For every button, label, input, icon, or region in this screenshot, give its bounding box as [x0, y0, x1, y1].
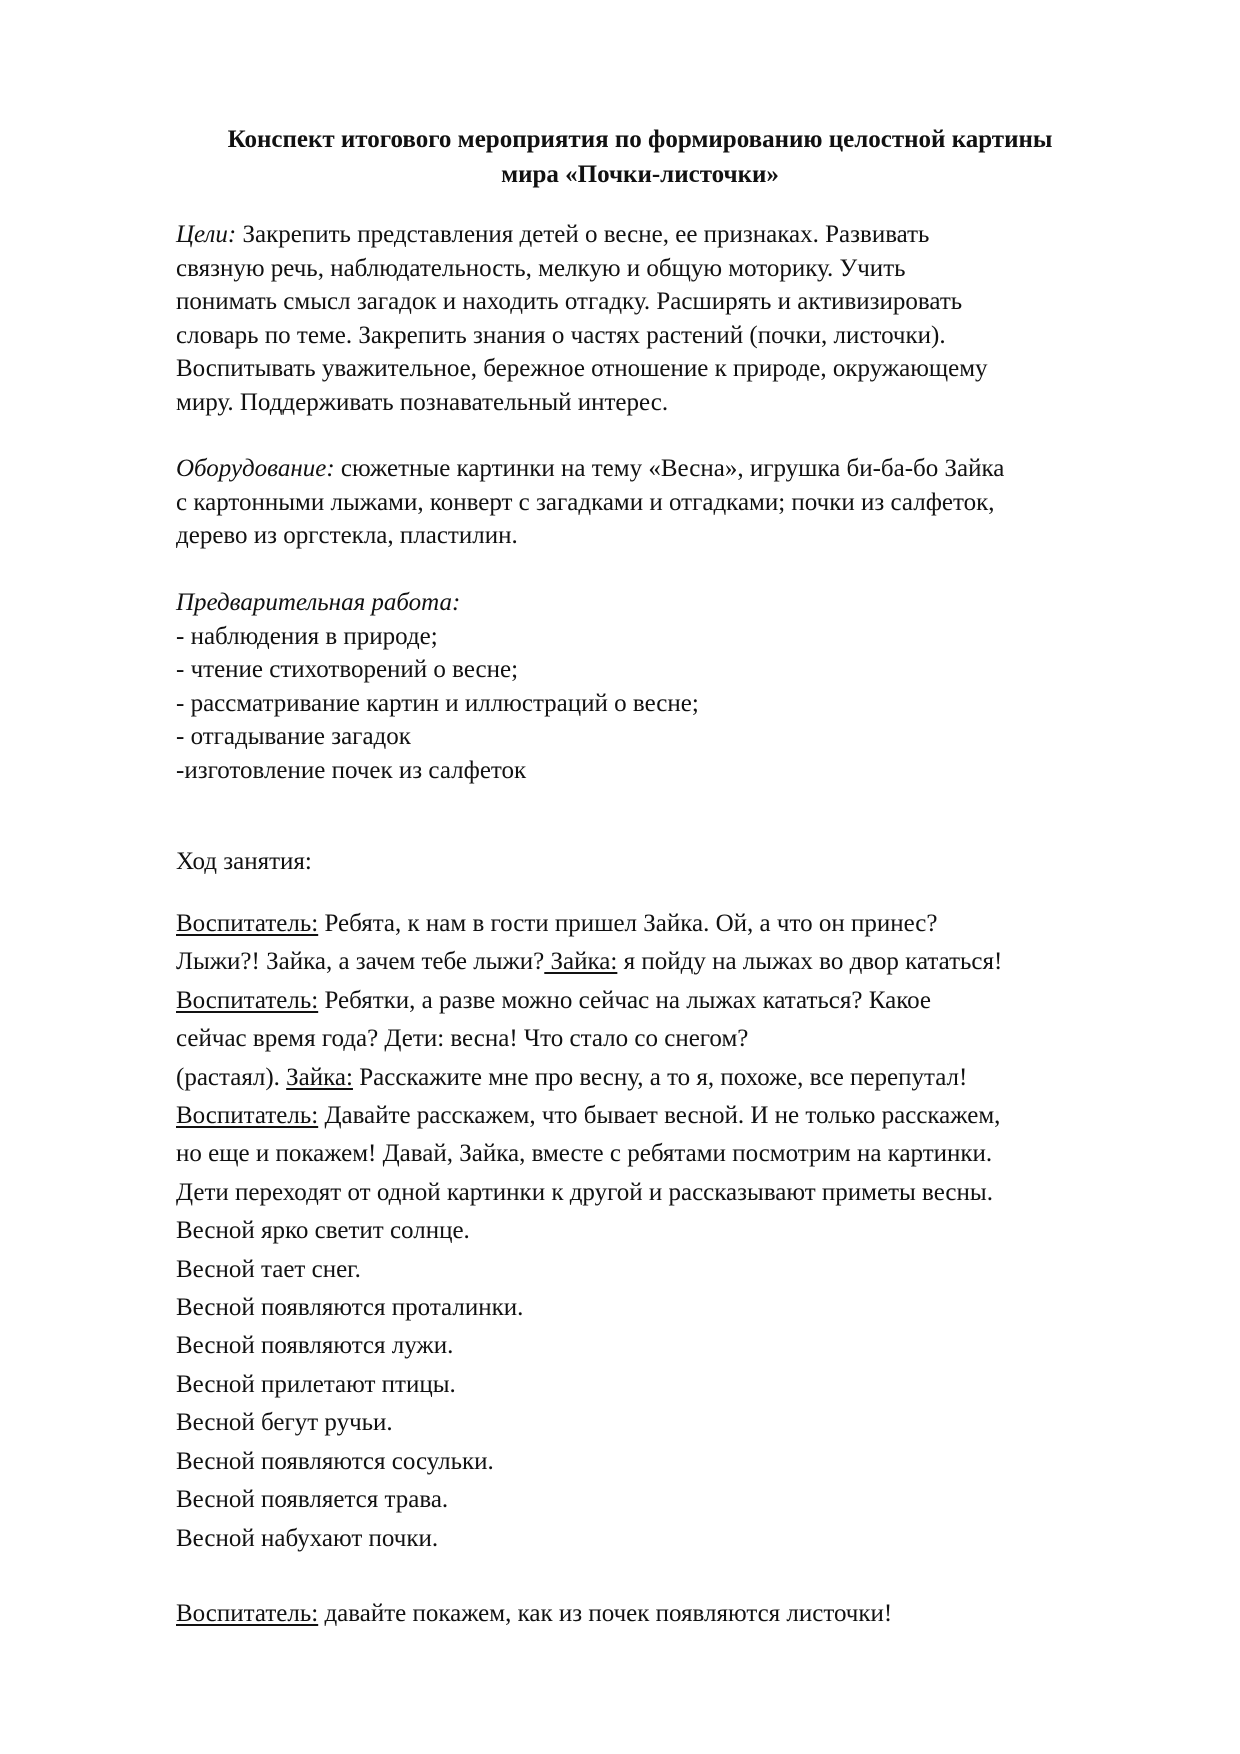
title-line: Конспект итогового мероприятия по формированию целостной картины: [227, 126, 1053, 153]
goals-text: словарь по теме. Закрепить знания о частях растений (почки, листочки).: [176, 321, 946, 349]
dialogue-text: Расскажите мне про весну, а то я, похоже, все перепутал!: [352, 1063, 968, 1091]
goals-text: Закрепить представления детей о весне, ее признаках. Развивать: [236, 221, 930, 248]
speaker-label: Воспитатель:: [176, 1600, 319, 1627]
goals-text: миру. Поддерживать познавательный интерес.: [176, 388, 669, 416]
dialogue-line: [176, 1097, 1002, 1135]
goals-label: Цели:: [176, 221, 237, 248]
preparation-section: [176, 586, 699, 787]
dialogue-line: [176, 1327, 1002, 1365]
preparation-item: - отгадывание загадок: [176, 723, 411, 750]
dialogue-text: Весной прилетают птицы.: [176, 1370, 456, 1398]
preparation-label: Предварительная работа:: [176, 589, 461, 616]
preparation-item: - рассматривание картин и иллюстраций о весне;: [176, 689, 699, 717]
dialogue-text: Весной появляются лужи.: [176, 1332, 454, 1360]
goals-text: понимать смысл загадок и находить отгадку. Расширять и активизировать: [176, 288, 963, 315]
dialogue-line: [176, 1251, 1002, 1289]
dialogue-text: Весной появляется трава.: [176, 1486, 449, 1514]
speaker-label: Воспитатель:: [176, 1102, 319, 1130]
speaker-label: Воспитатель:: [176, 910, 319, 937]
equipment-section: [176, 452, 1004, 553]
dialogue-line: [176, 1289, 1002, 1327]
dialogue-text: (растаял).: [176, 1063, 287, 1091]
dialogue-text: Лыжи?! Зайка, а зачем тебе лыжи?: [176, 948, 545, 976]
dialogue-line: [176, 1481, 1002, 1519]
dialogue-line: [176, 1059, 1002, 1097]
dialogue-line: [176, 982, 1002, 1020]
equipment-label: Оборудование:: [176, 455, 335, 482]
dialogue-line: [176, 1595, 892, 1633]
dialogue-line: [176, 1404, 1002, 1442]
dialogue-text: Давайте расскажем, что бывает весной. И не только расскажем,: [318, 1102, 1001, 1130]
dialogue-text: Весной ярко светит солнце.: [176, 1217, 470, 1245]
goals-text: Воспитывать уважительное, бережное отношение к природе, окружающему: [176, 355, 988, 382]
dialogue-line: [176, 905, 1002, 943]
preparation-item: - чтение стихотворений о весне;: [176, 656, 519, 683]
speaker-label: Зайка:: [544, 948, 618, 976]
dialogue-text: давайте покажем, как из почек появляются листочки!: [318, 1600, 893, 1627]
dialogue-text: Ребята, к нам в гости пришел Зайка. Ой, а что он принес?: [318, 910, 938, 937]
dialogue-section: [176, 905, 1002, 1558]
speaker-label: Воспитатель:: [176, 986, 319, 1014]
equipment-text: сюжетные картинки на тему «Весна», игрушка би-ба-бо Зайка: [334, 455, 1005, 482]
dialogue-line: [176, 1174, 1002, 1212]
equipment-text: дерево из оргстекла, пластилин.: [176, 522, 518, 549]
goals-text: связную речь, наблюдательность, мелкую и общую моторику. Учить: [176, 254, 906, 282]
dialogue-line: [176, 1520, 1002, 1558]
dialogue-line: [176, 1443, 1002, 1481]
dialogue-line: [176, 943, 1002, 981]
dialogue-text: Весной набухают почки.: [176, 1524, 439, 1552]
dialogue-text: Весной появляются проталинки.: [176, 1294, 524, 1322]
dialogue-line: [176, 1366, 1002, 1404]
dialogue-text: сейчас время года? Дети: весна! Что стало со снегом?: [176, 1025, 749, 1053]
goals-section: [176, 218, 988, 419]
dialogue-line: [176, 1020, 1002, 1058]
dialogue-text: я пойду на лыжах во двор кататься!: [617, 948, 1003, 976]
preparation-item: -изготовление почек из салфеток: [176, 756, 527, 784]
equipment-text: с картонными лыжами, конверт с загадками и отгадками; почки из салфеток,: [176, 488, 995, 516]
final-line: [176, 1595, 892, 1633]
dialogue-text: Весной бегут ручьи.: [176, 1409, 393, 1437]
preparation-item: - наблюдения в природе;: [176, 622, 438, 650]
document-title: [0, 122, 1240, 192]
dialogue-line: [176, 1135, 1002, 1173]
dialogue-text: Дети переходят от одной картинки к другой и рассказывают приметы весны.: [176, 1178, 993, 1206]
dialogue-text: Весной появляются сосульки.: [176, 1447, 494, 1475]
dialogue-text: Весной тает снег.: [176, 1255, 361, 1283]
dialogue-line: [176, 1212, 1002, 1250]
dialogue-text: но еще и покажем! Давай, Зайка, вместе с ребятами посмотрим на картинки.: [176, 1140, 993, 1168]
speaker-label: Зайка:: [286, 1063, 353, 1091]
lesson-heading: Ход занятия:: [176, 848, 312, 875]
title-line: мира «Почки-листочки»: [501, 161, 779, 188]
dialogue-text: Ребятки, а разве можно сейчас на лыжах кататься? Какое: [318, 986, 931, 1014]
